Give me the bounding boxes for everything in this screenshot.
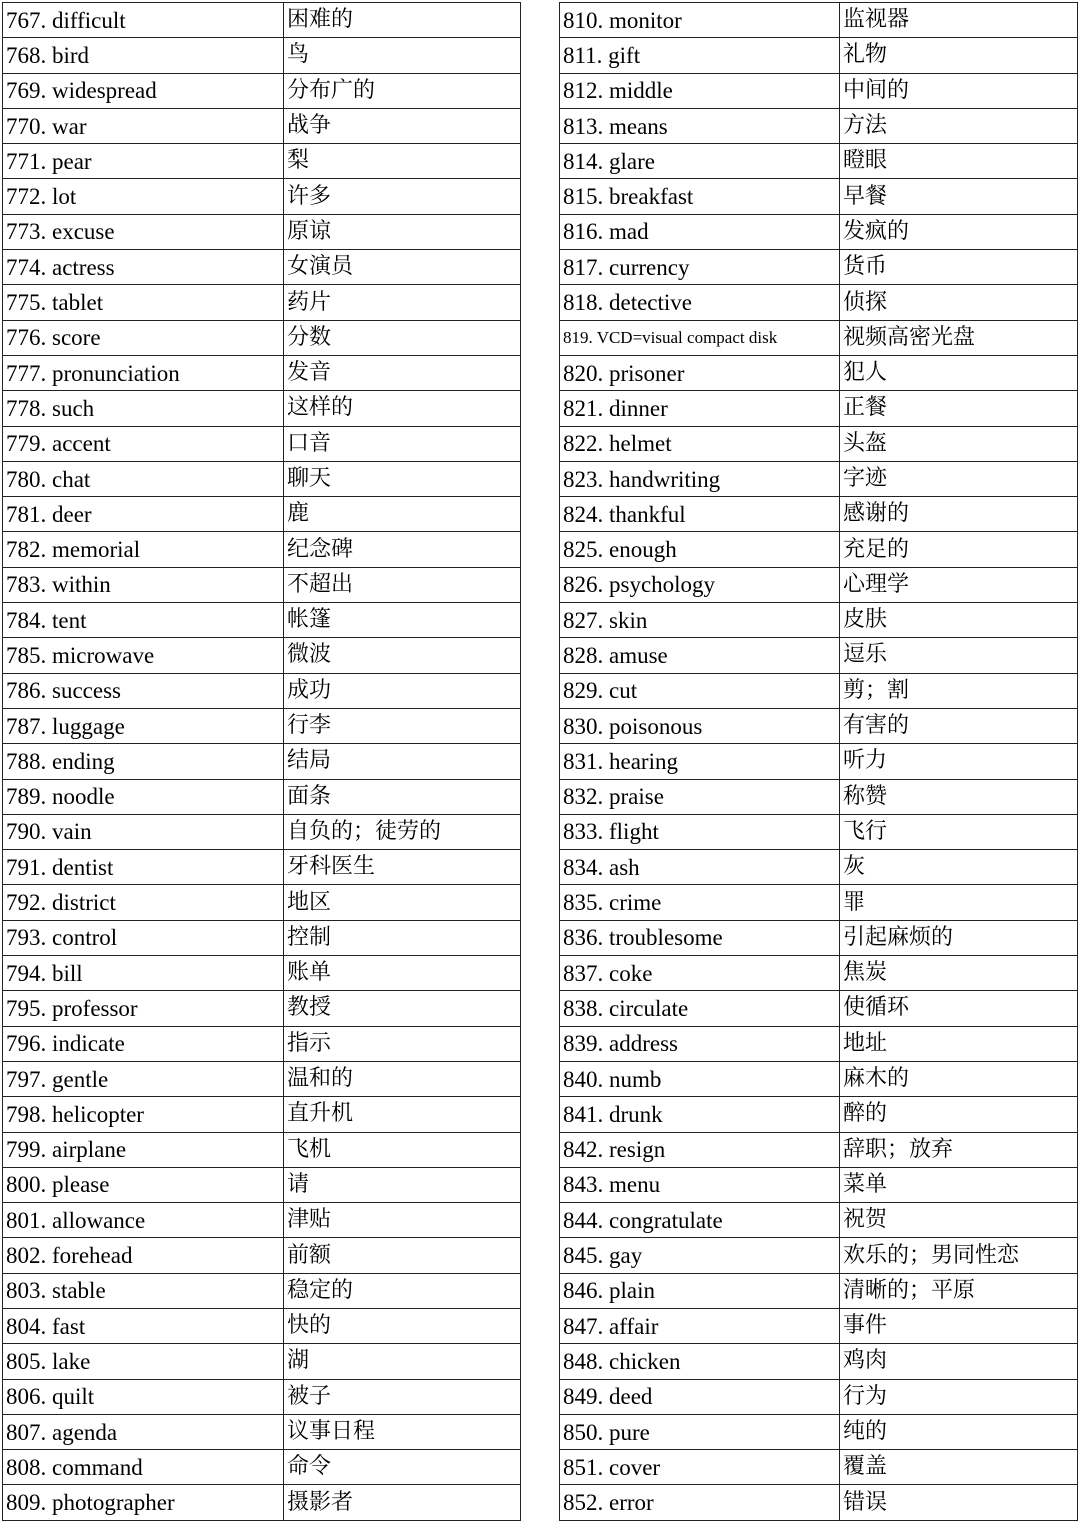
vocab-meaning-cell: 称赞 [840, 779, 1078, 814]
vocab-row [3, 1379, 521, 1414]
vocab-row [560, 920, 1078, 955]
vocab-meaning-cell: 分布广的 [284, 73, 521, 108]
vocab-meaning-cell: 事件 [840, 1308, 1078, 1343]
vocab-row [560, 1026, 1078, 1061]
vocab-meaning-cell: 视频高密光盘 [840, 320, 1078, 355]
vocab-meaning-cell: 货币 [840, 250, 1078, 285]
vocab-meaning-cell: 湖 [284, 1344, 521, 1379]
vocab-word-cell: 790. vain [3, 814, 284, 849]
vocab-row [560, 1238, 1078, 1273]
vocab-meaning-cell: 战争 [284, 108, 521, 143]
vocab-row [3, 567, 521, 602]
vocab-word-cell: 809. photographer [3, 1485, 284, 1520]
vocab-word-cell: 783. within [3, 567, 284, 602]
vocab-row [3, 850, 521, 885]
vocab-meaning-cell: 快的 [284, 1308, 521, 1343]
vocab-word-cell: 797. gentle [3, 1061, 284, 1096]
vocab-word-cell: 807. agenda [3, 1414, 284, 1449]
vocab-meaning-cell: 犯人 [840, 355, 1078, 390]
vocab-meaning-cell: 女演员 [284, 250, 521, 285]
vocab-word-cell: 846. plain [560, 1273, 840, 1308]
vocab-word-cell: 795. professor [3, 991, 284, 1026]
vocab-row [560, 850, 1078, 885]
vocab-meaning-cell: 剪；割 [840, 673, 1078, 708]
vocab-word-cell: 802. forehead [3, 1238, 284, 1273]
vocab-meaning-cell: 行为 [840, 1379, 1078, 1414]
vocab-row [3, 391, 521, 426]
vocab-word-cell: 820. prisoner [560, 355, 840, 390]
vocab-meaning-cell: 辞职；放弃 [840, 1132, 1078, 1167]
vocab-meaning-cell: 地区 [284, 885, 521, 920]
vocab-word-cell: 789. noodle [3, 779, 284, 814]
vocab-word-cell: 824. thankful [560, 497, 840, 532]
vocab-word-cell: 814. glare [560, 144, 840, 179]
vocab-meaning-cell: 有害的 [840, 708, 1078, 743]
vocab-meaning-cell: 聊天 [284, 461, 521, 496]
vocab-word-cell: 821. dinner [560, 391, 840, 426]
vocab-meaning-cell: 教授 [284, 991, 521, 1026]
vocab-meaning-cell: 面条 [284, 779, 521, 814]
vocab-meaning-cell: 心理学 [840, 567, 1078, 602]
vocab-meaning-cell: 欢乐的；男同性恋 [840, 1238, 1078, 1273]
vocab-meaning-cell: 鸡肉 [840, 1344, 1078, 1379]
vocab-row [560, 355, 1078, 390]
vocab-row [3, 673, 521, 708]
vocab-meaning-cell: 监视器 [840, 3, 1078, 38]
vocab-meaning-cell: 温和的 [284, 1061, 521, 1096]
vocab-meaning-cell: 控制 [284, 920, 521, 955]
vocab-meaning-cell: 充足的 [840, 532, 1078, 567]
vocab-word-cell: 818. detective [560, 285, 840, 320]
vocab-row [560, 144, 1078, 179]
vocab-meaning-cell: 纯的 [840, 1414, 1078, 1449]
vocab-word-cell: 796. indicate [3, 1026, 284, 1061]
vocab-word-cell: 844. congratulate [560, 1203, 840, 1238]
vocab-meaning-cell: 自负的；徒劳的 [284, 814, 521, 849]
vocab-row [3, 1308, 521, 1343]
vocab-row [560, 497, 1078, 532]
vocab-row [3, 355, 521, 390]
vocab-word-cell: 780. chat [3, 461, 284, 496]
vocab-table-right-body [560, 3, 1078, 1521]
vocab-meaning-cell: 行李 [284, 708, 521, 743]
vocab-row [3, 1167, 521, 1202]
vocab-meaning-cell: 指示 [284, 1026, 521, 1061]
vocab-meaning-cell: 早餐 [840, 179, 1078, 214]
vocab-meaning-cell: 发疯的 [840, 214, 1078, 249]
vocab-word-cell: 779. accent [3, 426, 284, 461]
vocab-word-cell: 769. widespread [3, 73, 284, 108]
vocab-word-cell: 813. means [560, 108, 840, 143]
vocab-row [3, 1344, 521, 1379]
vocab-word-cell: 777. pronunciation [3, 355, 284, 390]
vocab-word-cell: 834. ash [560, 850, 840, 885]
vocab-row [3, 603, 521, 638]
vocab-meaning-cell: 纪念碑 [284, 532, 521, 567]
vocab-table-left [2, 2, 521, 1521]
vocab-word-cell: 772. lot [3, 179, 284, 214]
vocab-meaning-cell: 麻木的 [840, 1061, 1078, 1096]
vocab-word-cell: 832. praise [560, 779, 840, 814]
vocab-word-cell: 837. coke [560, 956, 840, 991]
vocab-word-cell: 810. monitor [560, 3, 840, 38]
vocab-word-cell: 776. score [3, 320, 284, 355]
vocab-word-cell: 828. amuse [560, 638, 840, 673]
vocab-row [560, 38, 1078, 73]
vocab-meaning-cell: 议事日程 [284, 1414, 521, 1449]
vocab-word-cell: 799. airplane [3, 1132, 284, 1167]
vocab-word-cell: 839. address [560, 1026, 840, 1061]
vocab-row [3, 1450, 521, 1485]
vocab-word-cell: 782. memorial [3, 532, 284, 567]
vocab-meaning-cell: 前额 [284, 1238, 521, 1273]
vocab-row [560, 708, 1078, 743]
vocab-word-cell: 840. numb [560, 1061, 840, 1096]
vocab-meaning-cell: 覆盖 [840, 1450, 1078, 1485]
vocab-meaning-cell: 使循环 [840, 991, 1078, 1026]
vocab-word-cell: 798. helicopter [3, 1097, 284, 1132]
vocab-meaning-cell: 字迹 [840, 461, 1078, 496]
vocab-word-cell: 817. currency [560, 250, 840, 285]
vocab-meaning-cell: 感谢的 [840, 497, 1078, 532]
vocab-row [560, 1344, 1078, 1379]
vocab-word-cell: 852. error [560, 1485, 840, 1520]
vocab-word-cell: 847. affair [560, 1308, 840, 1343]
vocab-row [560, 285, 1078, 320]
vocab-word-cell: 784. tent [3, 603, 284, 638]
vocab-meaning-cell: 困难的 [284, 3, 521, 38]
vocab-row [3, 108, 521, 143]
vocab-row [3, 1485, 521, 1520]
vocab-row [3, 1238, 521, 1273]
vocab-row [3, 285, 521, 320]
vocab-row [560, 1485, 1078, 1520]
vocab-meaning-cell: 菜单 [840, 1167, 1078, 1202]
vocab-meaning-cell: 口音 [284, 426, 521, 461]
vocab-word-cell: 851. cover [560, 1450, 840, 1485]
vocab-meaning-cell: 祝贺 [840, 1203, 1078, 1238]
vocab-word-cell: 785. microwave [3, 638, 284, 673]
vocab-row [3, 814, 521, 849]
vocab-meaning-cell: 皮肤 [840, 603, 1078, 638]
vocab-meaning-cell: 微波 [284, 638, 521, 673]
vocab-word-cell: 770. war [3, 108, 284, 143]
vocab-row [3, 779, 521, 814]
vocab-meaning-cell: 直升机 [284, 1097, 521, 1132]
vocab-word-cell: 833. flight [560, 814, 840, 849]
vocab-word-cell: 768. bird [3, 38, 284, 73]
vocab-word-cell: 794. bill [3, 956, 284, 991]
vocab-row [3, 144, 521, 179]
vocab-row [560, 461, 1078, 496]
vocab-row [560, 1061, 1078, 1096]
vocab-row [560, 3, 1078, 38]
vocab-meaning-cell: 侦探 [840, 285, 1078, 320]
vocab-word-cell: 826. psychology [560, 567, 840, 602]
vocab-meaning-cell: 鸟 [284, 38, 521, 73]
vocab-meaning-cell: 瞪眼 [840, 144, 1078, 179]
vocab-row [560, 991, 1078, 1026]
vocab-row [3, 744, 521, 779]
vocab-meaning-cell: 鹿 [284, 497, 521, 532]
vocab-row [560, 1450, 1078, 1485]
vocab-meaning-cell: 醉的 [840, 1097, 1078, 1132]
vocab-row [560, 567, 1078, 602]
vocab-row [3, 1026, 521, 1061]
vocab-word-cell: 800. please [3, 1167, 284, 1202]
vocab-meaning-cell: 命令 [284, 1450, 521, 1485]
vocab-row [560, 779, 1078, 814]
vocab-row [3, 179, 521, 214]
vocab-row [560, 1132, 1078, 1167]
vocab-meaning-cell: 药片 [284, 285, 521, 320]
vocab-word-cell: 848. chicken [560, 1344, 840, 1379]
vocab-word-cell: 830. poisonous [560, 708, 840, 743]
vocab-row [560, 426, 1078, 461]
vocab-word-cell: 793. control [3, 920, 284, 955]
vocab-meaning-cell: 不超出 [284, 567, 521, 602]
vocab-meaning-cell: 逗乐 [840, 638, 1078, 673]
vocab-row [3, 708, 521, 743]
vocab-row [3, 991, 521, 1026]
vocab-row [560, 250, 1078, 285]
vocab-row [3, 461, 521, 496]
vocab-row [3, 1097, 521, 1132]
vocab-row [3, 3, 521, 38]
vocab-row [3, 38, 521, 73]
vocab-row [560, 603, 1078, 638]
vocab-meaning-cell: 灰 [840, 850, 1078, 885]
vocab-word-cell: 771. pear [3, 144, 284, 179]
vocab-meaning-cell: 发音 [284, 355, 521, 390]
vocab-word-cell: 787. luggage [3, 708, 284, 743]
vocab-row [560, 179, 1078, 214]
vocab-row [3, 214, 521, 249]
vocab-word-cell: 786. success [3, 673, 284, 708]
vocab-word-cell: 767. difficult [3, 3, 284, 38]
vocab-row [3, 426, 521, 461]
vocab-row [560, 391, 1078, 426]
vocab-word-cell: 812. middle [560, 73, 840, 108]
vocab-word-cell: 788. ending [3, 744, 284, 779]
vocab-row [3, 532, 521, 567]
vocab-meaning-cell: 中间的 [840, 73, 1078, 108]
vocab-word-cell: 819. VCD=visual compact disk [560, 320, 840, 355]
vocab-meaning-cell: 地址 [840, 1026, 1078, 1061]
vocab-row [3, 1414, 521, 1449]
vocab-word-cell: 842. resign [560, 1132, 840, 1167]
vocab-row [560, 532, 1078, 567]
vocab-word-cell: 849. deed [560, 1379, 840, 1414]
vocab-row [3, 250, 521, 285]
vocab-row [3, 320, 521, 355]
vocab-word-cell: 816. mad [560, 214, 840, 249]
vocab-row [560, 744, 1078, 779]
vocab-word-cell: 815. breakfast [560, 179, 840, 214]
vocab-meaning-cell: 牙科医生 [284, 850, 521, 885]
vocab-meaning-cell: 正餐 [840, 391, 1078, 426]
vocab-meaning-cell: 结局 [284, 744, 521, 779]
vocab-row [3, 497, 521, 532]
vocab-word-cell: 792. district [3, 885, 284, 920]
vocab-meaning-cell: 帐篷 [284, 603, 521, 638]
vocab-row [3, 1273, 521, 1308]
vocab-row [560, 214, 1078, 249]
vocab-word-cell: 838. circulate [560, 991, 840, 1026]
vocab-row [560, 1414, 1078, 1449]
vocab-word-cell: 841. drunk [560, 1097, 840, 1132]
vocab-row [3, 1061, 521, 1096]
vocab-row [560, 108, 1078, 143]
vocab-meaning-cell: 方法 [840, 108, 1078, 143]
vocab-word-cell: 805. lake [3, 1344, 284, 1379]
vocab-meaning-cell: 被子 [284, 1379, 521, 1414]
vocab-word-cell: 806. quilt [3, 1379, 284, 1414]
vocab-word-cell: 773. excuse [3, 214, 284, 249]
vocab-row [560, 1167, 1078, 1202]
vocab-row [560, 885, 1078, 920]
vocab-word-cell: 835. crime [560, 885, 840, 920]
vocab-meaning-cell: 听力 [840, 744, 1078, 779]
vocab-meaning-cell: 账单 [284, 956, 521, 991]
vocab-meaning-cell: 稳定的 [284, 1273, 521, 1308]
vocab-row [3, 885, 521, 920]
vocab-word-cell: 829. cut [560, 673, 840, 708]
vocab-meaning-cell: 这样的 [284, 391, 521, 426]
vocab-row [560, 1097, 1078, 1132]
vocab-row [3, 956, 521, 991]
vocab-word-cell: 822. helmet [560, 426, 840, 461]
vocab-meaning-cell: 请 [284, 1167, 521, 1202]
vocab-table-right [559, 2, 1078, 1521]
vocab-word-cell: 791. dentist [3, 850, 284, 885]
vocab-word-cell: 823. handwriting [560, 461, 840, 496]
vocab-word-cell: 804. fast [3, 1308, 284, 1343]
vocab-word-cell: 774. actress [3, 250, 284, 285]
vocab-word-cell: 825. enough [560, 532, 840, 567]
vocab-meaning-cell: 错误 [840, 1485, 1078, 1520]
vocab-word-cell: 850. pure [560, 1414, 840, 1449]
vocab-row [560, 1203, 1078, 1238]
vocab-meaning-cell: 头盔 [840, 426, 1078, 461]
vocab-word-cell: 778. such [3, 391, 284, 426]
vocab-meaning-cell: 分数 [284, 320, 521, 355]
vocab-row [560, 1379, 1078, 1414]
vocab-row [560, 1308, 1078, 1343]
vocab-meaning-cell: 清晰的；平原 [840, 1273, 1078, 1308]
vocab-row [3, 920, 521, 955]
vocab-meaning-cell: 许多 [284, 179, 521, 214]
vocab-meaning-cell: 飞行 [840, 814, 1078, 849]
vocab-word-cell: 836. troublesome [560, 920, 840, 955]
vocab-meaning-cell: 礼物 [840, 38, 1078, 73]
vocab-row [560, 673, 1078, 708]
vocab-word-cell: 827. skin [560, 603, 840, 638]
vocab-meaning-cell: 梨 [284, 144, 521, 179]
vocab-row [560, 814, 1078, 849]
vocab-row [560, 638, 1078, 673]
vocab-word-cell: 811. gift [560, 38, 840, 73]
vocab-word-cell: 843. menu [560, 1167, 840, 1202]
vocab-word-cell: 845. gay [560, 1238, 840, 1273]
vocab-table-left-body [3, 3, 521, 1521]
vocab-row [3, 638, 521, 673]
vocab-word-cell: 781. deer [3, 497, 284, 532]
vocab-row [3, 1203, 521, 1238]
vocab-word-cell: 831. hearing [560, 744, 840, 779]
vocab-meaning-cell: 津贴 [284, 1203, 521, 1238]
vocab-row [3, 1132, 521, 1167]
vocab-meaning-cell: 引起麻烦的 [840, 920, 1078, 955]
vocab-row [560, 73, 1078, 108]
vocab-row [3, 73, 521, 108]
vocab-row [560, 320, 1078, 355]
vocab-meaning-cell: 飞机 [284, 1132, 521, 1167]
vocab-word-cell: 775. tablet [3, 285, 284, 320]
vocab-row [560, 1273, 1078, 1308]
vocab-meaning-cell: 罪 [840, 885, 1078, 920]
vocab-word-cell: 808. command [3, 1450, 284, 1485]
vocab-word-cell: 803. stable [3, 1273, 284, 1308]
vocab-meaning-cell: 成功 [284, 673, 521, 708]
vocab-word-cell: 801. allowance [3, 1203, 284, 1238]
vocab-row [560, 956, 1078, 991]
vocab-meaning-cell: 原谅 [284, 214, 521, 249]
vocab-meaning-cell: 摄影者 [284, 1485, 521, 1520]
vocab-meaning-cell: 焦炭 [840, 956, 1078, 991]
